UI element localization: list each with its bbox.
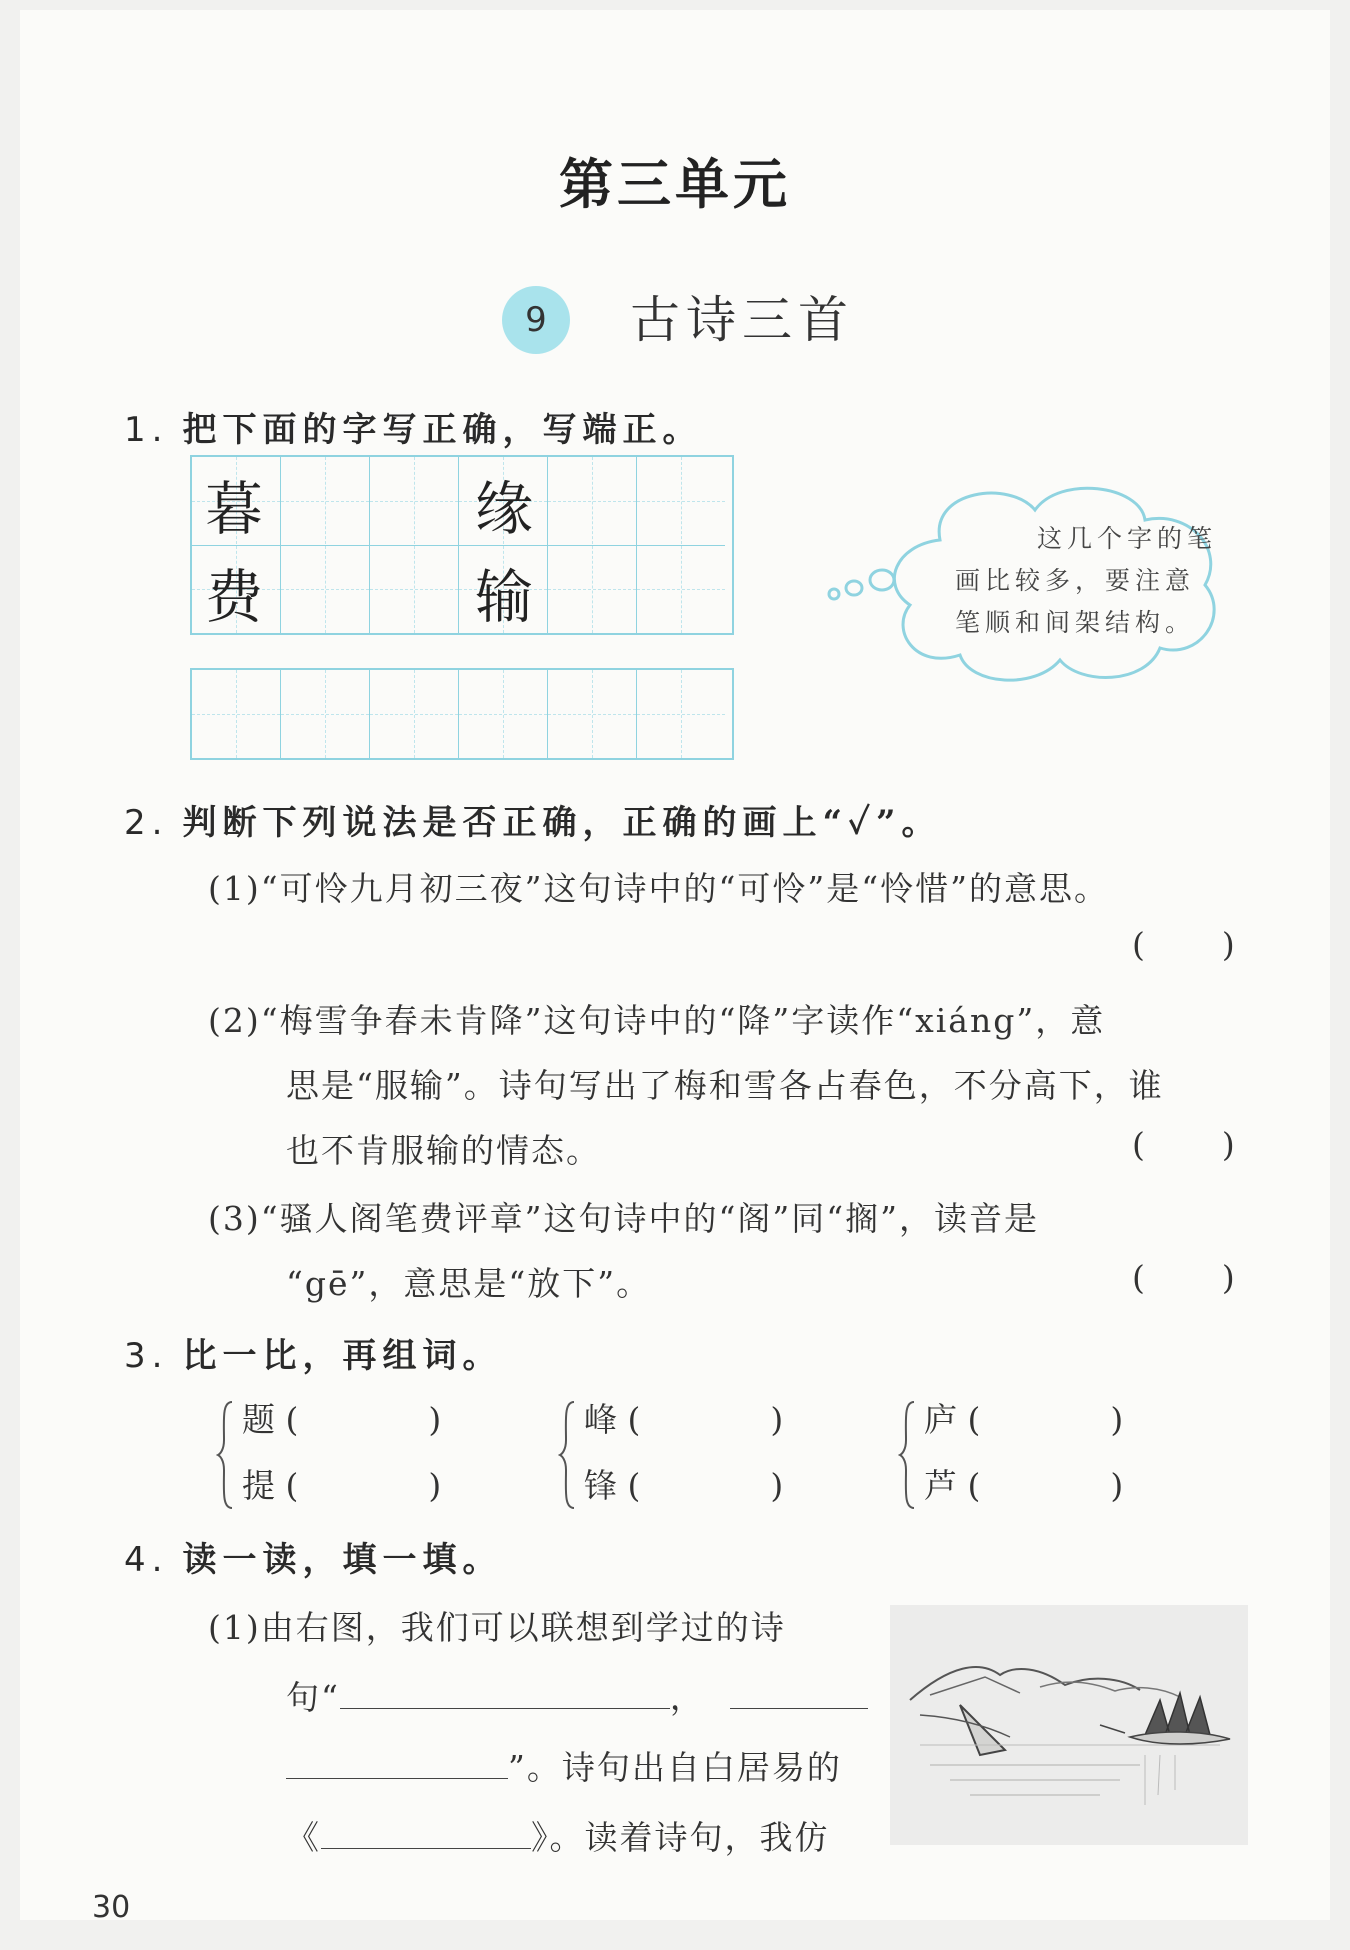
question-4-heading xyxy=(124,1532,502,1581)
lake-mountain-illustration xyxy=(890,1605,1248,1845)
char: 庐 xyxy=(924,1400,957,1439)
item-text: 句“ xyxy=(286,1678,340,1717)
question-number: 2. xyxy=(124,803,169,843)
model-char-yuan: 缘 xyxy=(474,475,533,543)
paren-open: ( xyxy=(285,1400,299,1439)
judge-item-3 xyxy=(208,1193,1039,1240)
answer-blank[interactable] xyxy=(730,1680,868,1709)
paren-open: ( xyxy=(967,1400,981,1439)
item-text: 由右图，我们可以联想到学过的诗 xyxy=(260,1608,786,1647)
judge-item-2-line-2: 思是“服输”。诗句写出了梅和雪各占春色，不分高下，谁 xyxy=(286,1066,1164,1105)
judge-item-1 xyxy=(208,863,1109,910)
question-2-heading xyxy=(124,795,942,844)
grid-cell[interactable] xyxy=(548,670,637,758)
question-text: 把下面的字写正确，写端正。 xyxy=(182,410,703,450)
fill-item-1-line-4 xyxy=(286,1812,830,1859)
char: 提 xyxy=(242,1466,275,1505)
answer-blank[interactable] xyxy=(321,1820,531,1849)
grid-cell[interactable] xyxy=(370,670,459,758)
brace-icon xyxy=(558,1400,578,1510)
fill-item-1 xyxy=(208,1602,786,1649)
question-3-heading xyxy=(124,1328,502,1377)
question-number: 3. xyxy=(124,1336,169,1376)
grid-cell[interactable] xyxy=(637,670,725,758)
item-text: 《 xyxy=(286,1818,321,1857)
writing-grid-2[interactable] xyxy=(190,668,734,760)
compare-word-3a xyxy=(924,1394,1123,1441)
unit-title: 第三单元 xyxy=(559,153,791,216)
judge-item-2-line-3: 也不肯服输的情态。 xyxy=(286,1131,601,1170)
grid-column[interactable] xyxy=(370,457,459,633)
judge-item-2 xyxy=(208,995,1105,1042)
brace-icon xyxy=(216,1400,236,1510)
model-char-shu: 输 xyxy=(474,563,533,631)
item-text: “可怜九月初三夜”这句诗中的“可怜”是“怜惜”的意思。 xyxy=(260,869,1109,908)
lesson-number-badge: 9 xyxy=(502,286,570,354)
compare-word-2a xyxy=(584,1394,783,1441)
answer-blank[interactable] xyxy=(286,1750,508,1779)
workbook-page xyxy=(20,10,1330,1925)
tip-line-3: 笔顺和间架结构。 xyxy=(955,608,1196,637)
item-index: (1) xyxy=(208,1608,261,1647)
answer-paren-1[interactable]: ( ) xyxy=(1132,925,1237,964)
question-text: 判断下列说法是否正确，正确的画上“✓”。 xyxy=(182,803,942,843)
paren-close: ) xyxy=(1110,1466,1124,1505)
paren-open: ( xyxy=(627,1400,641,1439)
paren-close: ) xyxy=(1110,1400,1124,1439)
paren-open: ( xyxy=(627,1466,641,1505)
grid-column[interactable] xyxy=(637,457,725,633)
paren-close: ) xyxy=(428,1466,442,1505)
judge-item-3-line-2: “gē”，意思是“放下”。 xyxy=(286,1264,652,1303)
item-text: ”。诗句出自白居易的 xyxy=(508,1748,842,1787)
item-index: (1) xyxy=(208,869,261,908)
paren-close: ) xyxy=(428,1400,442,1439)
grid-column[interactable] xyxy=(548,457,637,633)
grid-column[interactable] xyxy=(281,457,370,633)
grid-cell[interactable] xyxy=(281,670,370,758)
answer-blank[interactable] xyxy=(340,1680,670,1709)
page-number: 30 xyxy=(92,1890,131,1925)
answer-paren-2[interactable]: ( ) xyxy=(1132,1125,1237,1164)
char: 锋 xyxy=(584,1466,617,1505)
fill-item-1-line-3 xyxy=(286,1742,842,1789)
tip-line-1: 这几个字的笔 xyxy=(1036,524,1217,553)
char: 题 xyxy=(242,1400,275,1439)
paren-open: ( xyxy=(285,1466,299,1505)
question-1-heading xyxy=(124,402,702,451)
item-text: ， xyxy=(669,1678,705,1717)
char: 峰 xyxy=(584,1400,617,1439)
question-text: 比一比，再组词。 xyxy=(182,1336,503,1376)
compare-word-1a xyxy=(242,1394,441,1441)
paren-close: ) xyxy=(770,1466,784,1505)
answer-paren-3[interactable]: ( ) xyxy=(1132,1258,1237,1297)
item-text: 》。读着诗句，我仿 xyxy=(531,1818,830,1857)
model-char-fei: 费 xyxy=(204,563,263,631)
grid-cell[interactable] xyxy=(459,670,548,758)
paren-close: ) xyxy=(770,1400,784,1439)
compare-word-2b xyxy=(584,1460,783,1507)
brace-icon xyxy=(898,1400,918,1510)
question-number: 1. xyxy=(124,410,169,450)
compare-word-1b xyxy=(242,1460,441,1507)
item-index: (2) xyxy=(208,1001,261,1040)
lesson-title: 古诗三首 xyxy=(630,291,854,349)
fill-item-1-line-2 xyxy=(286,1672,868,1719)
question-number: 4. xyxy=(124,1540,169,1580)
char: 芦 xyxy=(924,1466,957,1505)
model-char-mu: 暮 xyxy=(204,475,263,543)
compare-word-3b xyxy=(924,1460,1123,1507)
paren-open: ( xyxy=(967,1466,981,1505)
tip-line-2: 画比较多，要注意 xyxy=(955,566,1196,595)
item-text: “梅雪争春未肯降”这句诗中的“降”字读作“xiáng”，意 xyxy=(260,1001,1106,1040)
item-text: “骚人阁笔费评章”这句诗中的“阁”同“搁”，读音是 xyxy=(260,1199,1039,1238)
grid-cell[interactable] xyxy=(192,670,281,758)
tip-text xyxy=(957,518,1217,644)
item-index: (3) xyxy=(208,1199,261,1238)
question-text: 读一读，填一填。 xyxy=(182,1540,503,1580)
